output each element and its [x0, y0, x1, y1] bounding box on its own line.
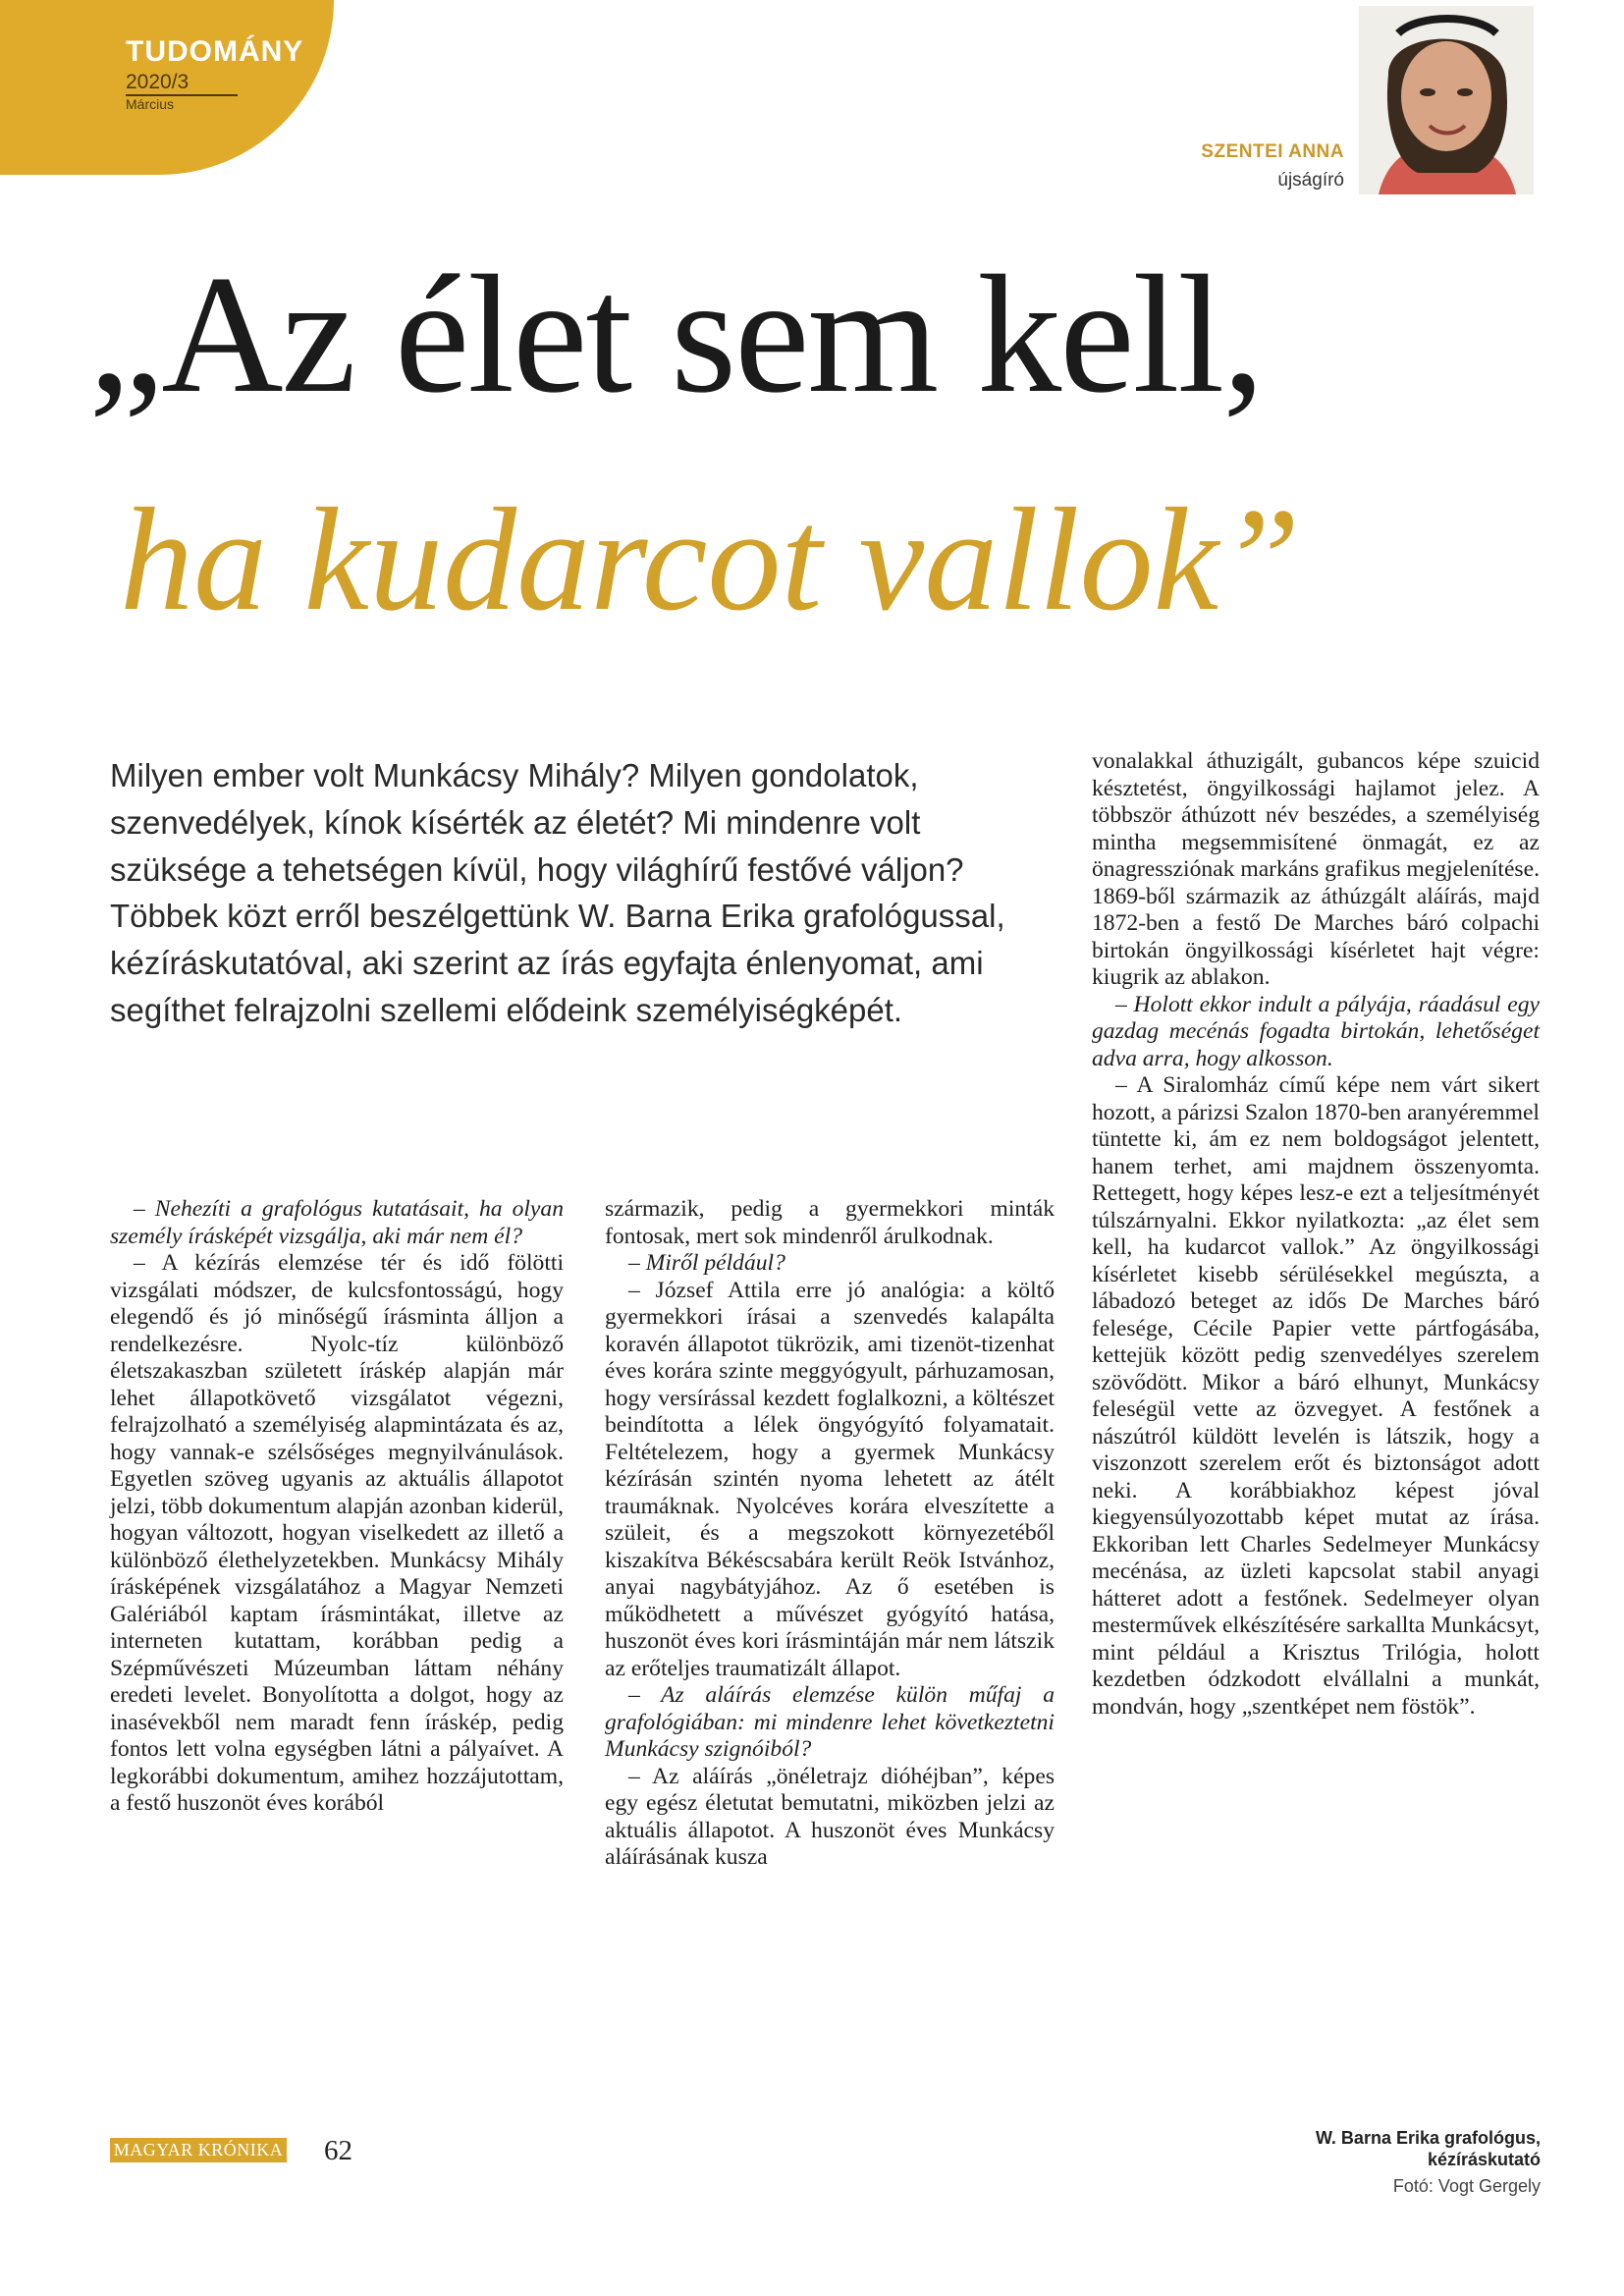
interview-answer: – József Attila erre jó analógia: a költő gyermekkori írásai a szenvedés kalapálta koravén állapotot tükrözik, ami tizenöt-tizenhat éves korára szinte meggyógyult, párhuzamosan, hogy versírással kezdett foglalkozni, a költészet beindította a lélek öngyógyító folyamatait. Feltételezem, hogy a gyermek Munkácsy kézírásán szintén nyoma lehetett az átélt traumáknak. Nyolcéves korára elveszítette a szüleit, és a megszokott környezetéből kiszakítva Békéscsabára került Reök Istvánhoz, anyai nagybátyjához. Az ő esetében is működhetett a művészet gyógyító hatása, huszonöt éves kori írásmintáján már nem látszik az erőteljes traumatizált állapot. [605, 1277, 1055, 1681]
interview-answer: – A Siralomház című képe nem várt sikert hozott, a párizsi Szalon 1870-ben aranyéremmel tüntette ki, ám ez nem boldogságot jelentett, hanem terhet, ami majdnem összenyomta. Rettegett, hogy képes lesz-e ezt a teljesítményét túlszárnyalni. Ekkor nyilatkozta: „az élet sem kell, ha kudarcot vallok.” Az öngyilkossági kísérletet kisebb sérülésekkel megúszta, a lábadozó beteget az idős De Marches báró felesége, Cécile Papier vette pártfogásába, kettejük között pedig szenvedélyes szerelem szövődött. Mikor a báró elhunyt, Munkácsy feleségül vette az özvegyet. A festőnek a nászútról küldött levelén is látszik, hogy a viszonzott szerelem erőt és biztonságot adott neki. A korábbiakhoz képest jóval kiegyensúlyozottabb képet mutat az írása. Ekkoriban lett Charles Sedelmeyer Munkácsy mecénása, az üzleti kapcsolat stabil anyagi hátteret adott a festőnek. Sedelmeyer olyan mesterművek elkészítésére sarkallta Munkácsyt, mint például a Krisztus Trilógia, holott kezdetben ódzkodott elvállalni a munkát, mondván, hogy „szentképet nem föstök”. [1092, 1072, 1540, 1720]
author-name: SZENTEI ANNA [1201, 141, 1344, 162]
photo-caption-line-2: kézíráskutató [1427, 2150, 1541, 2169]
photo-caption-line-1: W. Barna Erika grafológus, [1315, 2128, 1541, 2148]
interview-answer: – Az aláírás „önéletrajz dióhéjban”, képes egy egész életutat bemutatni, miközben jelzi az aktuális állapotot. A huszonöt éves Munkácsy aláírásának kusza [605, 1763, 1055, 1870]
interview-question: – Holott ekkor indult a pályája, ráadásul egy gazdag mecénás fogadta birtokán, lehetőséget adva arra, hogy alkosson. [1092, 991, 1540, 1071]
interview-answer: – A kézírás elemzése tér és idő fölötti vizsgálati módszer, de kulcsfontosságú, hogy elegendő és jó minőségű írásminta álljon a rendelkezésre. Nyolc-tíz különböző életszakaszban született íráskép alapján már lehet állapotkövető vizsgálatot végezni, felrajzolható a személyiség alapmintázata és az, hogy vannak-e szélsőséges megnyilvánulások. Egyetlen szöveg ugyanis az aktuális állapotot jelzi, több dokumentum alapján azonban kiderül, hogyan változott, hogyan viselkedett az illető a különböző élethelyzetekben. Munkácsy Mihály írásképének vizsgálatához a Magyar Nemzeti Galériából kaptam írásmintákat, illetve az interneten kutattam, korábban pedig a Szépművészeti Múzeumban láttam néhány eredeti levelet. Bonyolította a dolgot, hogy az inasévekből nem maradt fenn íráskép, pedig fontos lett volna egységben látni a pályaívet. A legkorábbi dokumentum, amihez hozzájutottam, a festő huszonöt éves korából [110, 1250, 564, 1816]
article-column-1 [110, 1196, 564, 1818]
author-photo [1359, 6, 1534, 194]
headline-line-1: „Az élet sem kell, [88, 242, 1264, 428]
issue-number: 2020/3 [126, 71, 189, 93]
interview-question: – Nehezíti a grafológus kutatásait, ha olyan személy írásképét vizsgálja, aki már nem él? [110, 1196, 564, 1249]
section-label: TUDOMÁNY [126, 35, 304, 68]
article-column-2 [605, 1196, 1055, 1872]
author-role: újságíró [1277, 170, 1344, 191]
page-number: 62 [324, 2135, 352, 2166]
photo-credit: Fotó: Vogt Gergely [1392, 2176, 1541, 2196]
magazine-name: MAGYAR KRÓNIKA [110, 2138, 287, 2162]
article-column-3 [1092, 748, 1540, 1721]
issue-month: Március [126, 96, 175, 112]
interview-question: – Miről például? [628, 1250, 785, 1276]
interview-answer: vonalakkal áthuzigált, gubancos képe szuicid késztetést, öngyilkossági hajlamot jelez. A többször áthúzott név beszédes, a személyiség mintha megsemmisítené önmagát, ez az önagressziónak markáns grafikus megjelenítése. 1869-ből származik az áthúzgált aláírás, majd 1872-ben a festő De Marches báró colpachi birtokán öngyilkossági kísérletet hajt végre: kiugrik az ablakon. [1092, 748, 1540, 990]
headline-line-2: ha kudarcot vallok” [120, 478, 1301, 641]
interview-answer: származik, pedig a gyermekkori minták fontosak, mert sok mindenről árulkodnak. [605, 1196, 1055, 1249]
interview-question: – Az aláírás elemzése külön műfaj a grafológiában: mi mindenre lehet következtetni Munkácsy szignóiból? [605, 1682, 1055, 1762]
lead-paragraph: Milyen ember volt Munkácsy Mihály? Milyen gondolatok, szenvedélyek, kínok kísérték az életét? Mi mindenre volt szüksége a tehetségen kívül, hogy világhírű festővé váljon? Többek közt erről beszélgettünk W. Barna Erika grafológussal, kézíráskutatóval, aki szerint az írás egyfajta énlenyomat, ami segíthet felrajzolni szellemi elődeink személyiségképét. [110, 757, 1005, 1028]
